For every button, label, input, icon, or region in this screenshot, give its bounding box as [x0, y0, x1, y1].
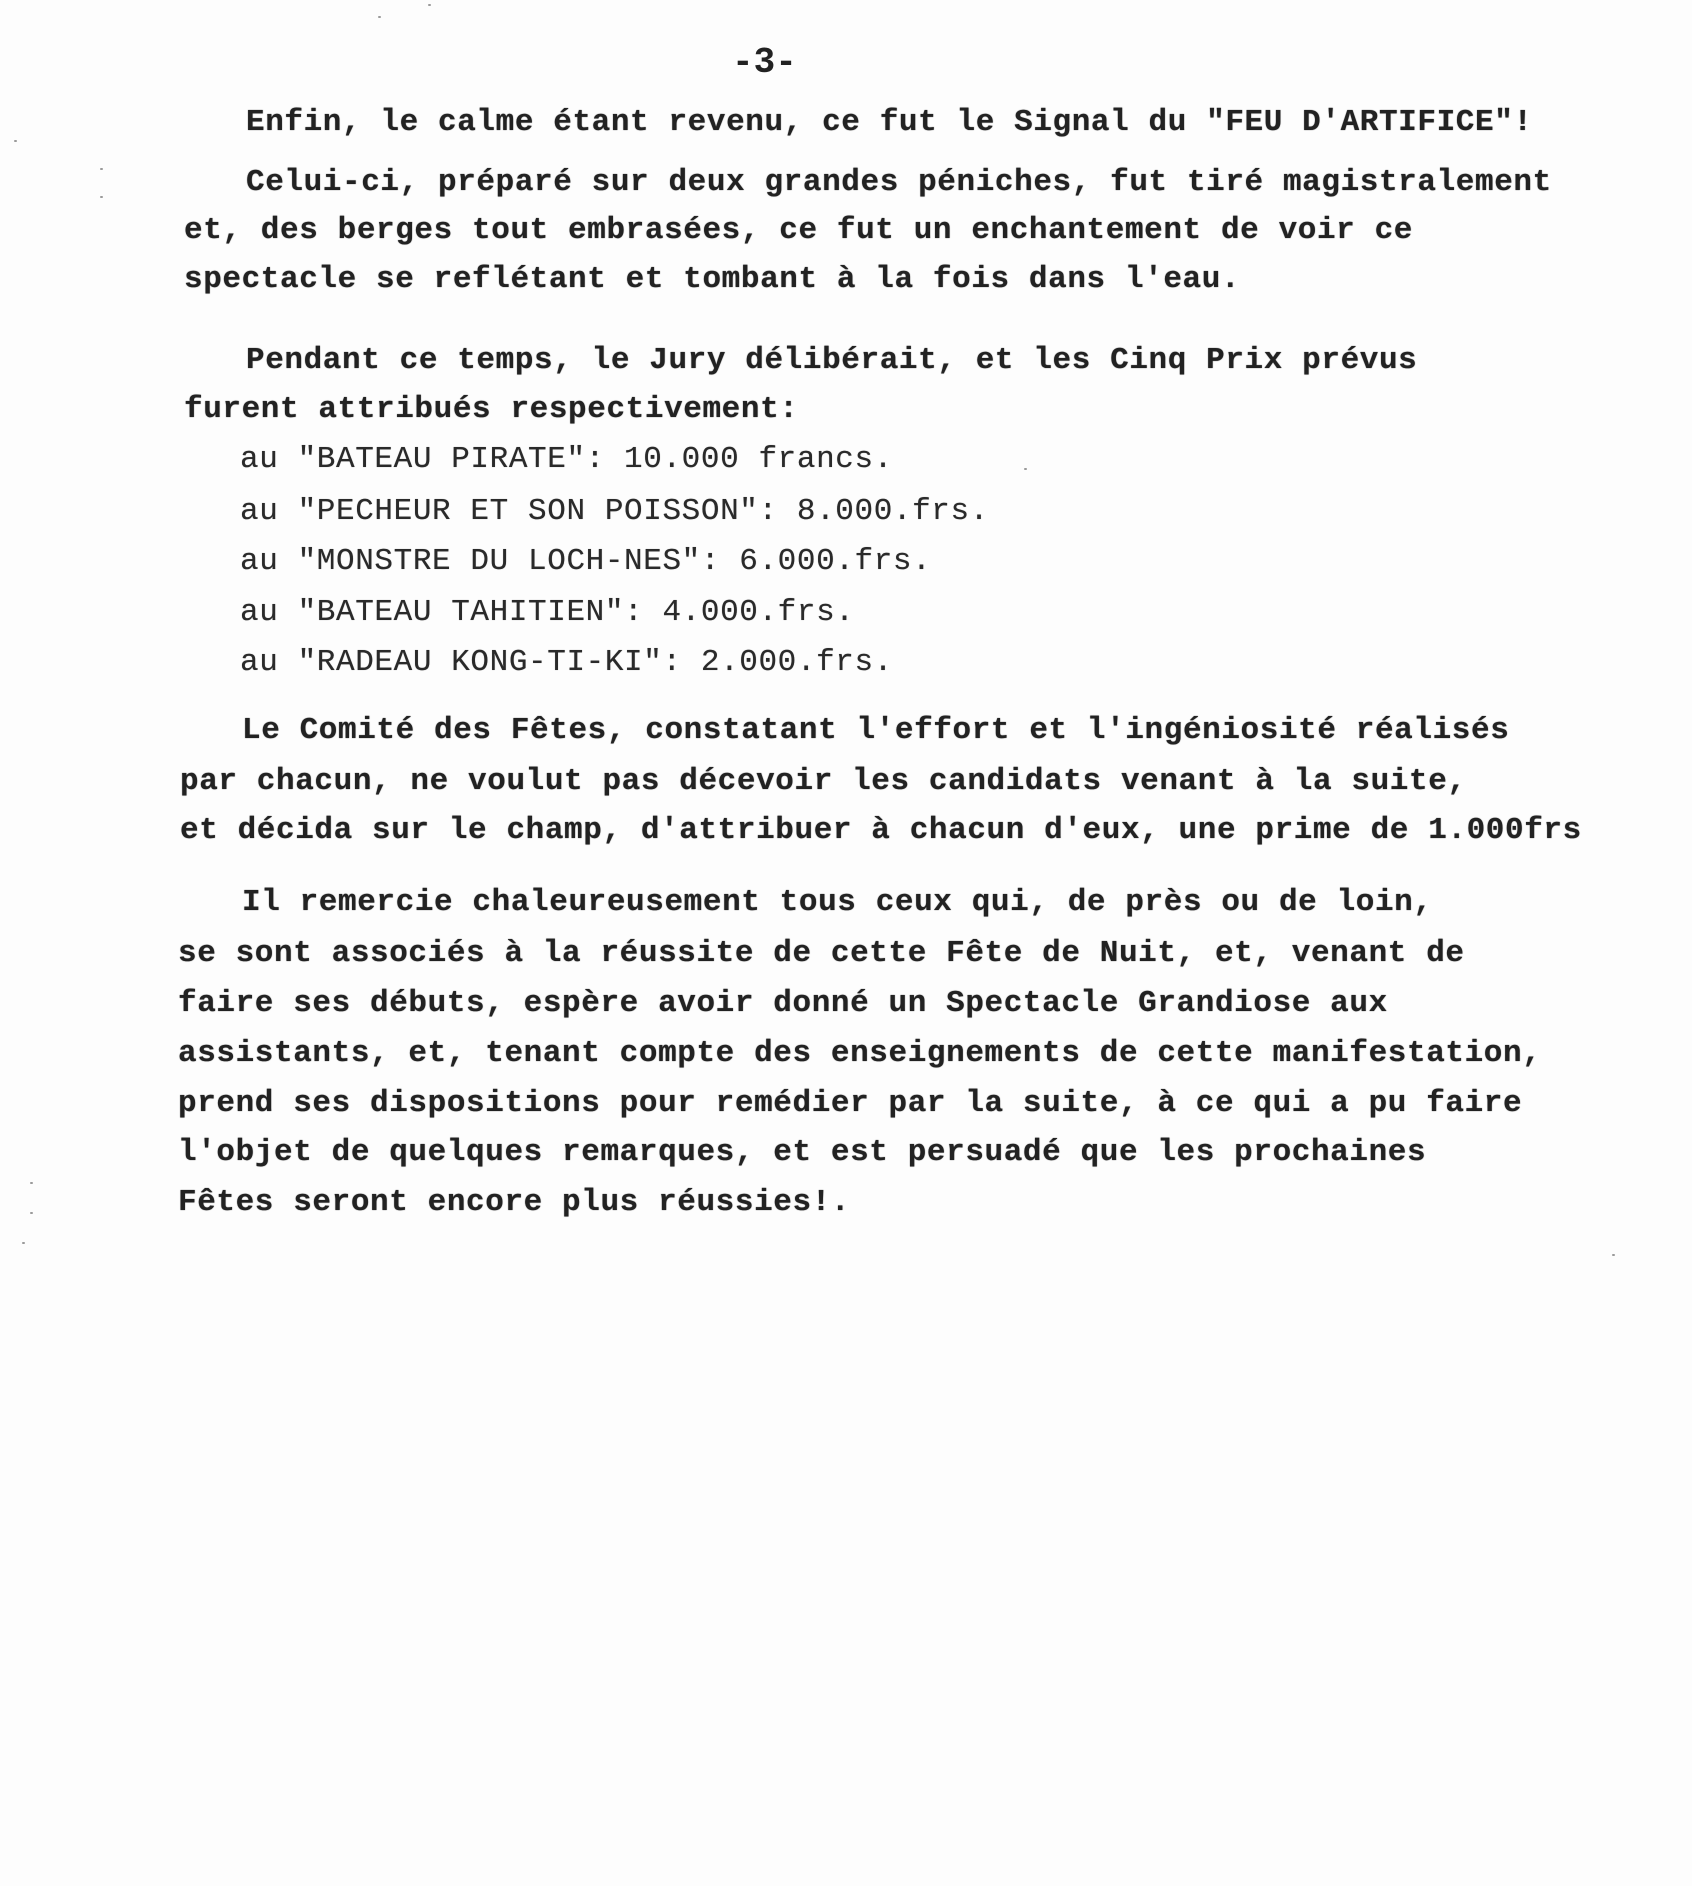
paragraph-4-line-2: se sont associés à la réussite de cette Fête de Nuit, et, venant de: [178, 936, 1465, 971]
page-number: -3-: [732, 42, 797, 83]
scan-speck: [30, 1182, 33, 1184]
prize-item-1: au "BATEAU PIRATE": 10.000 francs.: [240, 442, 893, 477]
paragraph-4-line-7: Fêtes seront encore plus réussies!.: [178, 1185, 851, 1220]
scan-speck: [428, 4, 431, 6]
scan-speck: [100, 196, 103, 198]
paragraph-3-line-2: par chacun, ne voulut pas décevoir les candidats venant à la suite,: [180, 764, 1467, 799]
prize-item-3: au "MONSTRE DU LOCH-NES": 6.000.frs.: [240, 544, 932, 579]
paragraph-2-line-2: furent attribués respectivement:: [184, 392, 799, 427]
paragraph-4-line-5: prend ses dispositions pour remédier par la suite, à ce qui a pu faire: [178, 1086, 1523, 1121]
scan-speck: [22, 1242, 25, 1244]
paragraph-4-line-3: faire ses débuts, espère avoir donné un Spectacle Grandiose aux: [178, 986, 1388, 1021]
prize-item-2: au "PECHEUR ET SON POISSON": 8.000.frs.: [240, 494, 989, 529]
paragraph-3-line-1: Le Comité des Fêtes, constatant l'effort et l'ingéniosité réalisés: [242, 713, 1510, 748]
paragraph-3-line-3: et décida sur le champ, d'attribuer à chacun d'eux, une prime de 1.000frs: [180, 813, 1582, 848]
scan-speck: [1612, 1254, 1615, 1256]
paragraph-4-line-6: l'objet de quelques remarques, et est persuadé que les prochaines: [178, 1135, 1427, 1170]
prize-item-4: au "BATEAU TAHITIEN": 4.000.frs.: [240, 595, 855, 630]
paragraph-1-line-4: spectacle se reflétant et tombant à la fois dans l'eau.: [184, 262, 1241, 297]
paragraph-1-line-1: Enfin, le calme étant revenu, ce fut le Signal du "FEU D'ARTIFICE"!: [246, 105, 1533, 140]
scan-speck: [378, 16, 381, 18]
scan-speck: [1024, 468, 1027, 470]
paragraph-4-line-4: assistants, et, tenant compte des enseignements de cette manifestation,: [178, 1036, 1542, 1071]
scan-speck: [100, 168, 103, 170]
paragraph-4-line-1: Il remercie chaleureusement tous ceux qui, de près ou de loin,: [242, 885, 1433, 920]
scan-speck: [30, 1212, 33, 1214]
paragraph-1-line-3: et, des berges tout embrasées, ce fut un enchantement de voir ce: [184, 213, 1413, 248]
scan-speck: [14, 140, 17, 142]
paragraph-1-line-2: Celui-ci, préparé sur deux grandes péniches, fut tiré magistralement: [246, 165, 1552, 200]
prize-item-5: au "RADEAU KONG-TI-KI": 2.000.frs.: [240, 645, 893, 680]
paragraph-2-line-1: Pendant ce temps, le Jury délibérait, et les Cinq Prix prévus: [246, 343, 1418, 378]
